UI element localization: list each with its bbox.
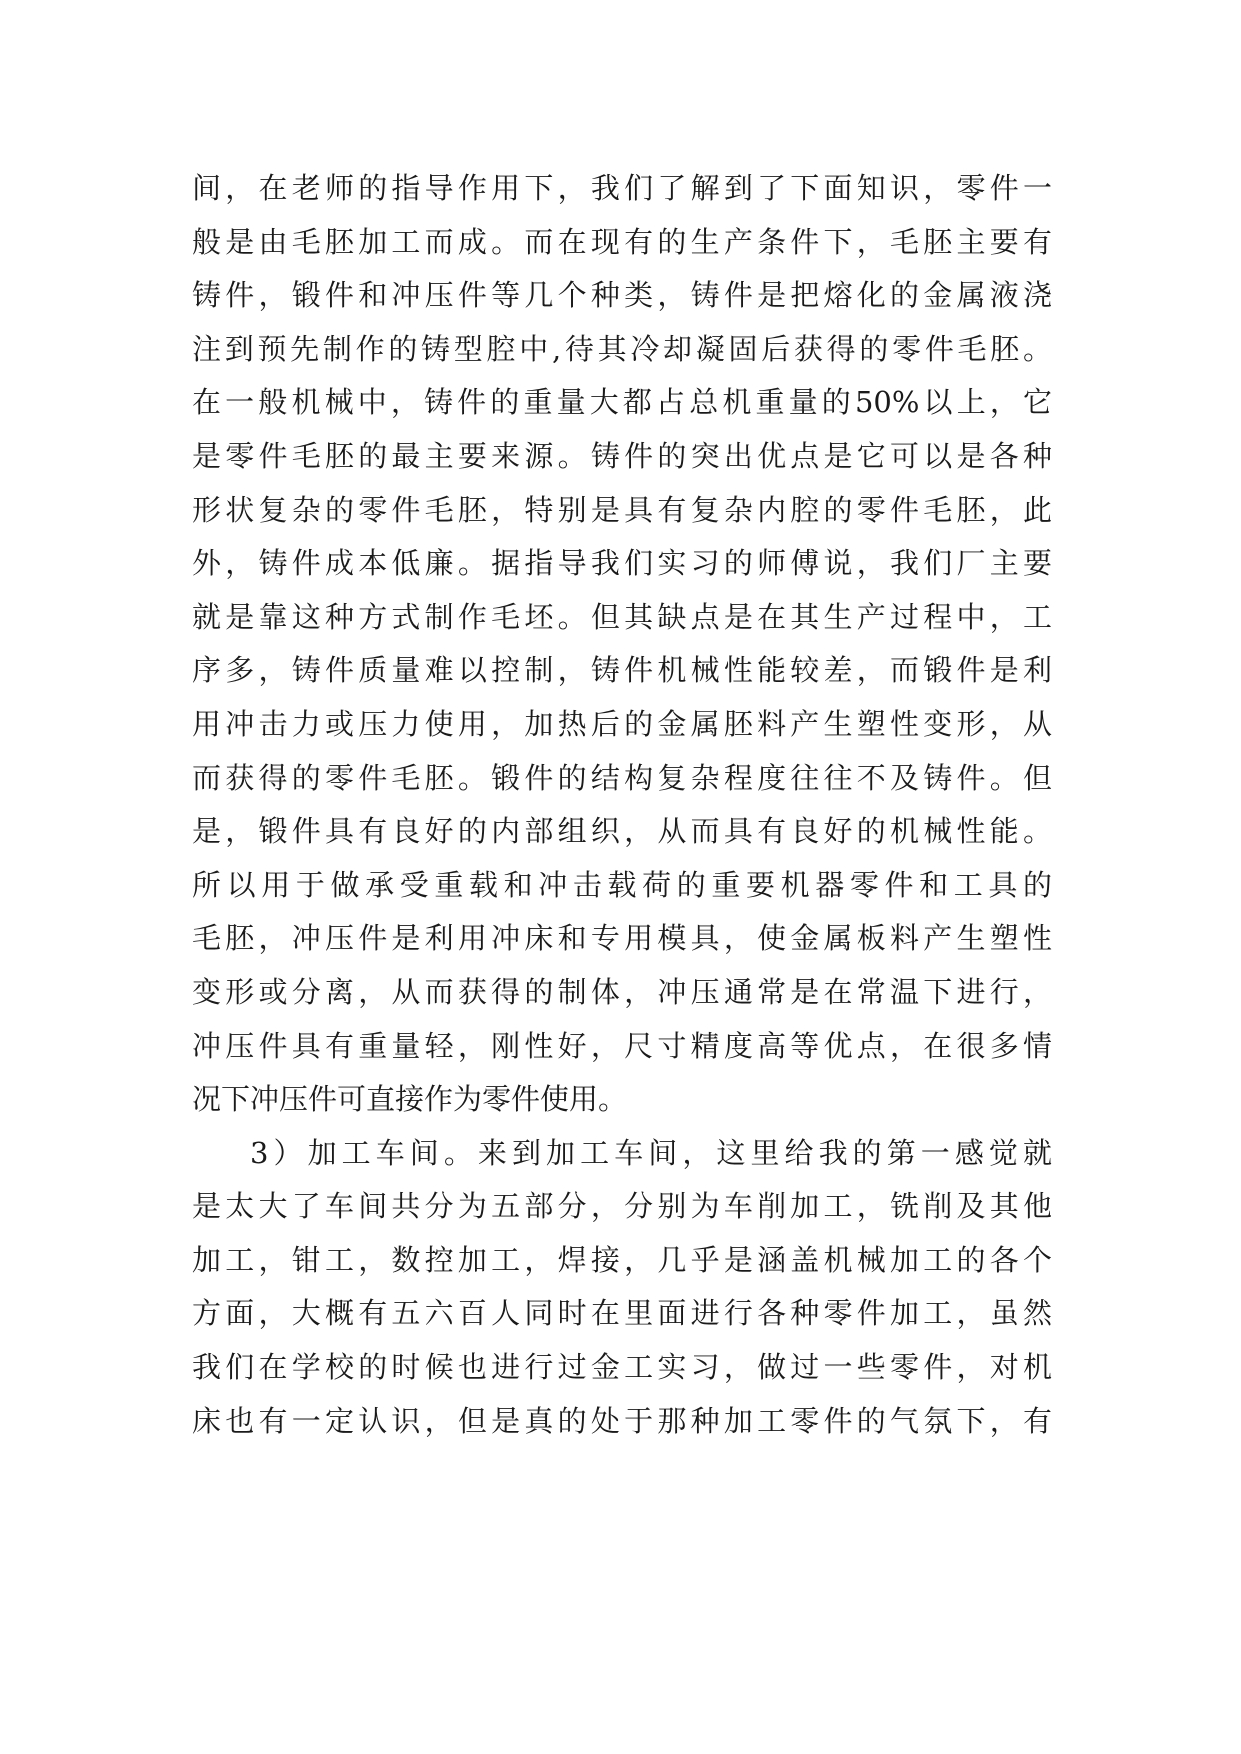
text-line: 冲压件具有重量轻，刚性好，尺寸精度高等优点，在很多情 [192, 1028, 1052, 1063]
text-line: 是，锻件具有良好的内部组织，从而具有良好的机械性能。 [192, 814, 1052, 849]
text-line: 序多，铸件质量难以控制，铸件机械性能较差，而锻件是利 [192, 653, 1052, 688]
text-line: 是零件毛胚的最主要来源。铸件的突出优点是它可以是各种 [192, 438, 1052, 473]
body-text [192, 162, 1052, 1448]
text-line: 形状复杂的零件毛胚，特别是具有复杂内腔的零件毛胚，此 [192, 492, 1052, 527]
text-line: 间，在老师的指导作用下，我们了解到了下面知识，零件一 [192, 171, 1052, 205]
text-line: 铸件，锻件和冲压件等几个种类，铸件是把熔化的金属液浇 [192, 278, 1052, 313]
text-line: 就是靠这种方式制作毛坯。但其缺点是在其生产过程中，工 [192, 599, 1052, 634]
text-line: 而获得的零件毛胚。锻件的结构复杂程度往往不及铸件。但 [192, 760, 1052, 795]
text-line: 床也有一定认识，但是真的处于那种加工零件的气氛下，有 [192, 1403, 1052, 1438]
paragraph-first-line: 3）加工车间。来到加工车间，这里给我的第一感觉就 [250, 1135, 1052, 1170]
text-line: 般是由毛胚加工而成。而在现有的生产条件下，毛胚主要有 [192, 224, 1052, 259]
text-line: 毛胚，冲压件是利用冲床和专用模具，使金属板料产生塑性 [192, 921, 1052, 956]
text-line: 在一般机械中，铸件的重量大都占总机重量的50%以上，它 [192, 385, 1052, 420]
text-line: 用冲击力或压力使用，加热后的金属胚料产生塑性变形，从 [192, 706, 1052, 741]
text-line: 变形或分离，从而获得的制体，冲压通常是在常温下进行， [192, 974, 1052, 1009]
text-line: 加工，钳工，数控加工，焊接，几乎是涵盖机械加工的各个 [192, 1242, 1052, 1277]
text-line: 所以用于做承受重载和冲击载荷的重要机器零件和工具的 [192, 867, 1052, 902]
text-line: 注到预先制作的铸型腔中,待其冷却凝固后获得的零件毛胚。 [192, 331, 1052, 366]
text-line: 外，铸件成本低廉。据指导我们实习的师傅说，我们厂主要 [192, 546, 1052, 581]
text-line: 方面，大概有五六百人同时在里面进行各种零件加工，虽然 [192, 1296, 1052, 1331]
text-line: 我们在学校的时候也进行过金工实习，做过一些零件，对机 [192, 1350, 1052, 1385]
paragraph-last-line: 况下冲压件可直接作为零件使用。 [192, 1082, 628, 1117]
text-line: 是太大了车间共分为五部分，分别为车削加工，铣削及其他 [192, 1189, 1052, 1224]
